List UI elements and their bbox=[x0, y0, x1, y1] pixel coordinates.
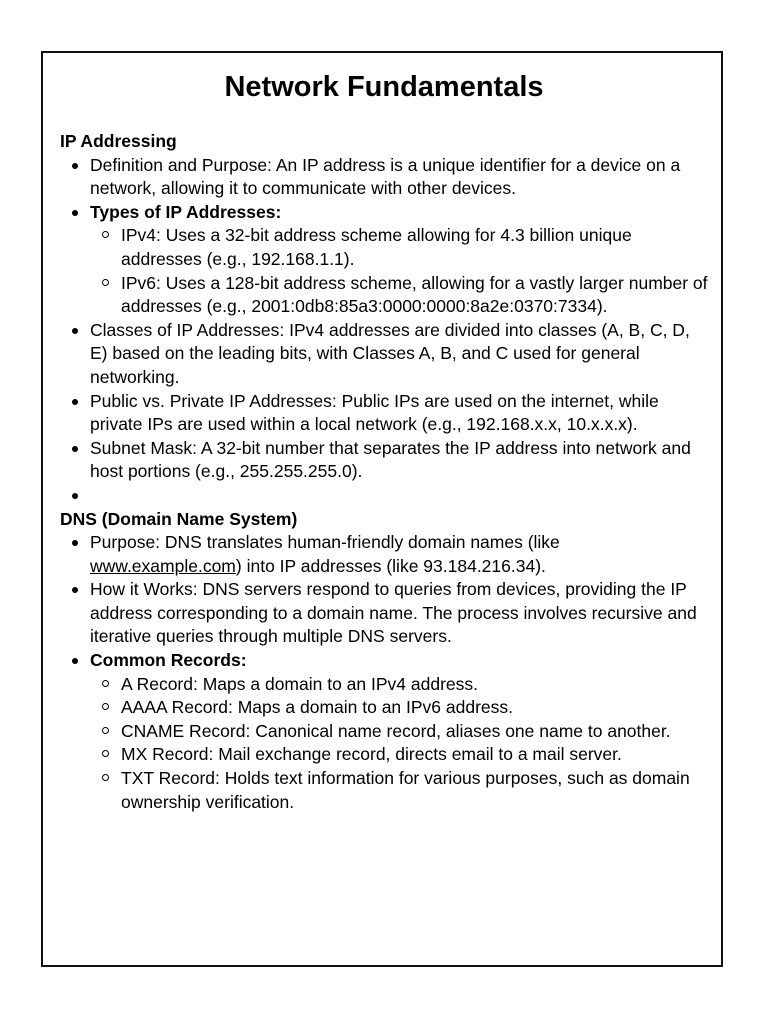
purpose-text-prefix: Purpose: DNS translates human-friendly domain names (like bbox=[90, 532, 560, 553]
list-item-purpose bbox=[60, 531, 710, 578]
sublist-item-mx-record: MX Record: Mail exchange record, directs email to a mail server. bbox=[90, 743, 710, 767]
list-item-empty bbox=[60, 484, 710, 508]
types-label: Types of IP Addresses: bbox=[90, 201, 282, 222]
list-item-subnet: Subnet Mask: A 32-bit number that separates the IP address into network and host portions (e.g., 255.255.255.0). bbox=[60, 437, 710, 484]
sublist-item-txt-record: TXT Record: Holds text information for various purposes, such as domain ownership verification. bbox=[90, 767, 710, 814]
document-body bbox=[60, 130, 710, 814]
records-label: Common Records: bbox=[90, 650, 247, 671]
sublist-item-ipv4: IPv4: Uses a 32-bit address scheme allowing for 4.3 billion unique addresses (e.g., 192.168.1.1). bbox=[90, 224, 710, 271]
page-title: Network Fundamentals bbox=[224, 71, 544, 103]
ip-addressing-list bbox=[60, 154, 710, 508]
records-sublist bbox=[90, 673, 710, 815]
dns-list bbox=[60, 531, 710, 814]
section-heading-dns: DNS (Domain Name System) bbox=[60, 508, 298, 529]
sublist-item-aaaa-record: AAAA Record: Maps a domain to an IPv6 address. bbox=[90, 696, 710, 720]
sublist-item-a-record: A Record: Maps a domain to an IPv4 address. bbox=[90, 673, 710, 697]
list-item-definition: Definition and Purpose: An IP address is a unique identifier for a device on a network, allowing it to communicate with other devices. bbox=[60, 154, 710, 201]
list-item-public-private: Public vs. Private IP Addresses: Public IPs are used on the internet, while private IPs are used within a local network (e.g., 192.168.x.x, 10.x.x.x). bbox=[60, 390, 710, 437]
sublist-item-cname-record: CNAME Record: Canonical name record, aliases one name to another. bbox=[90, 720, 710, 744]
ip-types-sublist bbox=[90, 224, 710, 318]
section-heading-ip-addressing: IP Addressing bbox=[60, 131, 177, 151]
sublist-item-ipv6: IPv6: Uses a 128-bit address scheme, allowing for a vastly larger number of addresses (e.g., 2001:0db8:85a3:0000:0000:8a2e:0370:7334). bbox=[90, 272, 710, 319]
list-item-classes: Classes of IP Addresses: IPv4 addresses are divided into classes (A, B, C, D, E) based on the leading bits, with Classes A, B, and C used for general networking. bbox=[60, 319, 710, 390]
list-item-types bbox=[60, 201, 710, 319]
purpose-text-suffix: ) into IP addresses (like 93.184.216.34). bbox=[235, 555, 546, 576]
list-item-common-records bbox=[60, 649, 710, 814]
list-item-how-it-works: How it Works: DNS servers respond to queries from devices, providing the IP address corresponding to a domain name. The process involves recursive and iterative queries through multiple DNS servers. bbox=[60, 578, 710, 649]
example-domain-link[interactable]: www.example.com bbox=[90, 555, 236, 576]
